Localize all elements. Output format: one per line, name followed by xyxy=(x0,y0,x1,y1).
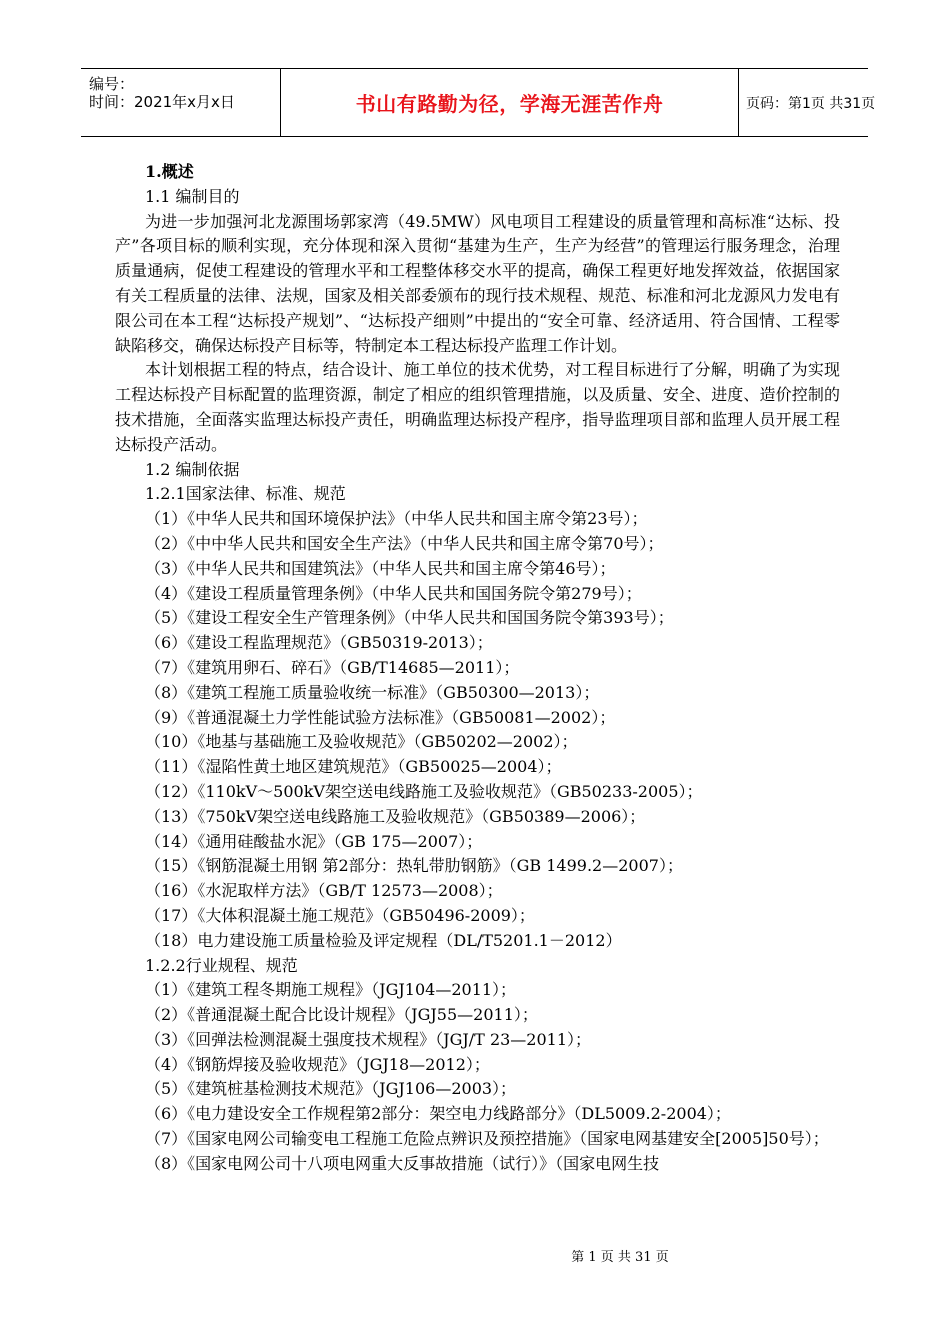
section-title: 1.概述 xyxy=(145,162,194,181)
header-motto: 书山有路勤为径，学海无涯苦作舟 xyxy=(280,69,739,136)
list-item: （8）《建筑工程施工质量验收统一标准》（GB50300—2013）； xyxy=(145,682,600,702)
document-date-label: 时间：2021年x月x日 xyxy=(89,93,235,111)
list-item: （11）《湿陷性黄土地区建筑规范》（GB50025—2004）； xyxy=(145,757,562,777)
list-item: （16）《水泥取样方法》（GB/T 12573—2008）； xyxy=(145,881,503,901)
subsection-title-1-1: 1.1 编制目的 xyxy=(145,186,240,206)
list-item: （3）《回弹法检测混凝土强度技术规程》（JGJ/T 23—2011）； xyxy=(145,1029,592,1049)
list-item: （2）《中中华人民共和国安全生产法》（中华人民共和国主席令第70号）； xyxy=(145,533,664,553)
national-standards-list xyxy=(115,507,840,953)
list-item: （15）《钢筋混凝土用钢 第2部分：热轧带肋钢筋》（GB 1499.2—2007）； xyxy=(145,856,683,876)
footer-page-number: 第 1 页 共 31 页 xyxy=(571,1250,669,1265)
paragraph-purpose: 为进一步加强河北龙源围场郭家湾（49.5MW）风电项目工程建设的质量管理和高标准“达标、投产”各项目标的顺利实现，充分体现和深入贯彻“基建为生产，生产为经营”的管理运行服务理念，治理质量通病，促使工程建设的管理水平和工程整体移交水平的提高，确保工程更好地发挥效益，依据国家有关工程质量的法律、法规，国家及相关部委颁布的现行技术规程、规范、标准和河北龙源风力发电有限公司在本工程“达标投产规划”、“达标投产细则”中提出的“安全可靠、经济适用、符合国情、工程零缺陷移交，确保达标投产目标等，特制定本工程达标投产监理工作计划。 xyxy=(115,211,840,355)
list-item: （1）《中华人民共和国环境保护法》（中华人民共和国主席令第23号）； xyxy=(145,509,648,529)
list-item: （10）《地基与基础施工及验收规范》（GB50202—2002）； xyxy=(145,732,578,752)
list-item: （13）《750kV架空送电线路施工及验收规范》（GB50389—2006）； xyxy=(145,806,646,826)
list-item: （5）《建设工程安全生产管理条例》（中华人民共和国国务院令第393号）； xyxy=(145,608,674,628)
list-item: （2）《普通混凝土配合比设计规程》（JGJ55—2011）； xyxy=(145,1005,538,1025)
list-item: （8）《国家电网公司十八项电网重大反事故措施（试行）》（国家电网生技 xyxy=(145,1153,660,1173)
list-item: （14）《通用硅酸盐水泥》（GB 175—2007）； xyxy=(145,831,483,851)
list-item: （9）《普通混凝土力学性能试验方法标准》（GB50081—2002）； xyxy=(145,707,616,727)
page-footer xyxy=(0,1246,950,1265)
subsection-title-1-2-1: 1.2.1国家法律、标准、规范 xyxy=(145,484,346,504)
list-item: （18）电力建设施工质量检验及评定规程（DL/T5201.1－2012） xyxy=(145,930,622,950)
list-item: （4）《钢筋焊接及验收规范》（JGJ18—2012）； xyxy=(145,1054,490,1074)
document-header xyxy=(81,68,876,137)
list-item: （6）《电力建设安全工作规程第2部分：架空电力线路部分》（DL5009.2-2004）； xyxy=(145,1104,731,1124)
document-number-label: 编号： xyxy=(89,75,135,93)
list-item: （17）《大体积混凝土施工规范》（GB50496-2009）； xyxy=(145,905,535,925)
list-item: （12）《110kV～500kV架空送电线路施工及验收规范》（GB50233-2005）； xyxy=(145,781,703,801)
list-item: （7）《建筑用卵石、碎石》（GB/T14685—2011）； xyxy=(145,657,520,677)
header-left-cell xyxy=(81,69,280,136)
document-body xyxy=(115,160,840,1177)
list-item: （4）《建设工程质量管理条例》（中华人民共和国国务院令第279号）； xyxy=(145,583,642,603)
subsection-title-1-2: 1.2 编制依据 xyxy=(145,459,240,479)
industry-standards-list xyxy=(115,978,840,1176)
subsection-title-1-2-2: 1.2.2行业规程、规范 xyxy=(145,955,298,975)
list-item: （6）《建设工程监理规范》（GB50319-2013）； xyxy=(145,633,493,653)
header-page-info: 页码：第1页 共31页 xyxy=(746,95,876,112)
list-item: （7）《国家电网公司输变电工程施工危险点辨识及预控措施》（国家电网基建安全[2005]50号）； xyxy=(145,1129,829,1149)
list-item: （3）《中华人民共和国建筑法》（中华人民共和国主席令第46号）； xyxy=(145,558,616,578)
list-item: （5）《建筑桩基检测技术规范》（JGJ106—2003）； xyxy=(145,1079,517,1099)
list-item: （1）《建筑工程冬期施工规程》（JGJ104—2011）； xyxy=(145,980,517,1000)
paragraph-plan: 本计划根据工程的特点，结合设计、施工单位的技术优势，对工程目标进行了分解，明确了为实现工程达标投产目标配置的监理资源，制定了相应的组织管理措施，以及质量、安全、进度、造价控制的技术措施，全面落实监理达标投产责任，明确监理达标投产程序，指导监理项目部和监理人员开展工程达标投产活动。 xyxy=(115,360,840,454)
